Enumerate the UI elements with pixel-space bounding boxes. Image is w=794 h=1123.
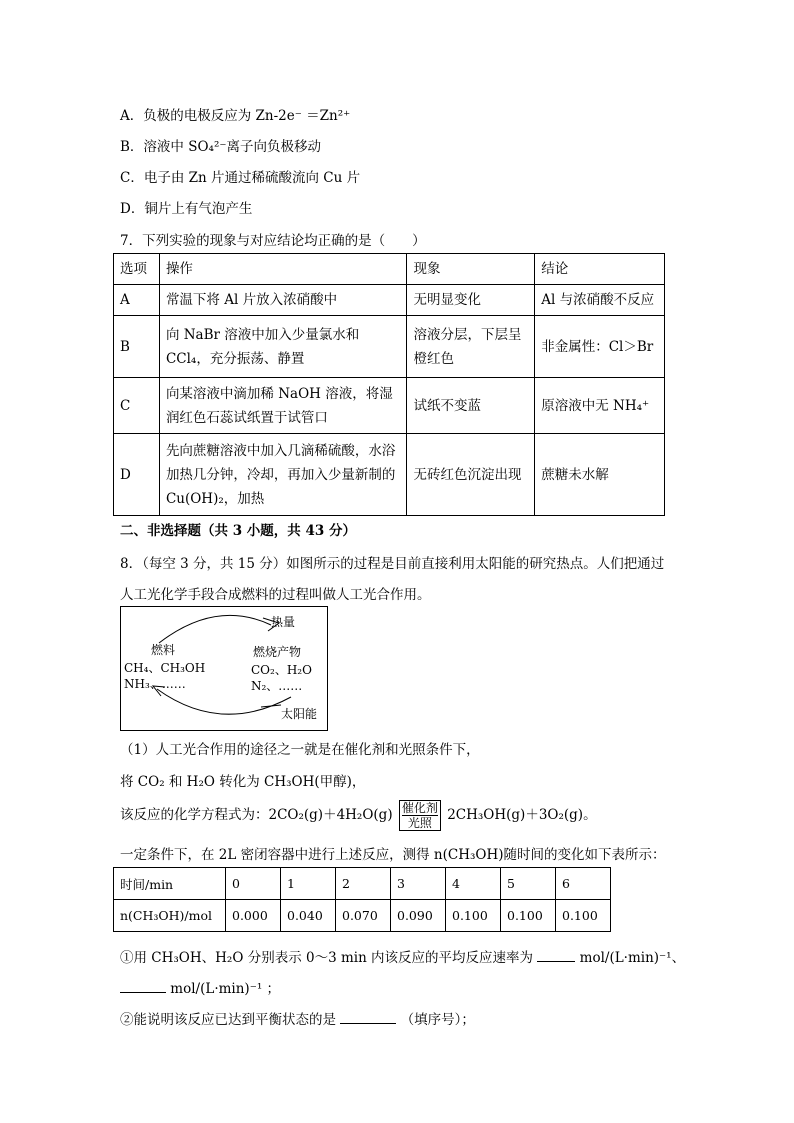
answer-blank[interactable] [120,992,166,993]
table-row [114,378,665,434]
row-phenomenon: 试纸不变蓝 [407,378,535,434]
option-c: C．电子由 Zn 片通过稀硫酸流向 Cu 片 [120,170,361,186]
time-cell: 5 [501,868,556,900]
table-row [114,285,665,316]
time-cell: 4 [446,868,501,900]
n-cell: 0.090 [391,900,446,932]
row-operation: 向 NaBr 溶液中加入少量氯水和 CCl₄，充分振荡、静置 [159,316,407,378]
condition-light: 光照 [407,816,432,830]
table-row [114,868,611,900]
table-row [114,900,611,932]
equation-products: 2CH₃OH(g)＋3O₂(g)。 [447,807,597,823]
header-option: 选项 [114,254,160,285]
option-a: A．负极的电极反应为 Zn-2e⁻ ＝Zn²⁺ [120,108,351,124]
row-conclusion: 原溶液中无 NH₄⁺ [535,378,665,434]
option-d: D．铜片上有气泡产生 [120,201,253,217]
equation-reactants: 该反应的化学方程式为：2CO₂(g)＋4H₂O(g) [120,807,393,823]
row-phenomenon: 无砖红色沉淀出现 [407,434,535,516]
condition-catalyst: 催化剂 [401,801,438,815]
part-1-line-2: 将 CO₂ 和 H₂O 转化为 CH₃OH(甲醇)， [120,774,366,790]
time-cell: 3 [391,868,446,900]
reaction-condition [399,800,441,831]
question-8-intro-1: 8．（每空 3 分，共 15 分）如图所示的过程是目前直接利用太阳能的研究热点。人们把通过 [120,556,665,572]
n-cell: 0.100 [446,900,501,932]
n-cell: 0.070 [336,900,391,932]
question-7-table [113,253,665,516]
sub-question-1-unit-2: mol/(L·min)⁻¹ ； [170,981,281,997]
row-option: D [114,434,160,516]
sub-question-1 [120,946,685,966]
answer-blank[interactable] [537,961,575,962]
row-option: C [114,378,160,434]
time-label: 时间/min [114,868,226,900]
row-conclusion: 非金属性：Cl＞Br [535,316,665,378]
sub-question-2 [120,1008,475,1028]
question-8-intro-2: 人工光化学手段合成燃料的过程叫做人工光合作用。 [120,587,431,603]
artificial-photosynthesis-diagram [120,606,328,731]
fuel-items-1: CH₄、CH₃OH [124,661,206,675]
product-items-1: CO₂、H₂O [251,663,312,677]
table-header-row [114,254,665,285]
row-operation: 常温下将 Al 片放入浓硝酸中 [159,285,407,316]
row-conclusion: Al 与浓硝酸不反应 [535,285,665,316]
n-cell: 0.000 [226,900,281,932]
solar-label: 太阳能 [281,707,318,721]
row-conclusion: 蔗糖未水解 [535,434,665,516]
row-phenomenon: 溶液分层，下层呈橙红色 [407,316,535,378]
row-option: B [114,316,160,378]
row-phenomenon: 无明显变化 [407,285,535,316]
question-7-stem: 7．下列实验的现象与对应结论均正确的是（ ） [120,233,426,249]
option-b: B．溶液中 SO₄²⁻离子向负极移动 [120,139,321,155]
sub-question-2-suffix: （填序号）； [400,1012,475,1028]
row-option: A [114,285,160,316]
row-operation: 向某溶液中滴加稀 NaOH 溶液，将湿润红色石蕊试纸置于试管口 [159,378,407,434]
sub-question-2-text: ②能说明该反应已达到平衡状态的是 [120,1012,336,1028]
fuel-items-2: NH₃、…… [124,677,186,691]
n-cell: 0.100 [501,900,556,932]
sub-question-1-unit: mol/(L·min)⁻¹、 [579,950,686,966]
product-items-2: N₂、…… [251,679,303,693]
answer-blank[interactable] [340,1023,396,1024]
chemical-equation [120,800,597,831]
time-cell: 1 [281,868,336,900]
row-operation: 先向蔗糖溶液中加入几滴稀硫酸，水浴加热几分钟，冷却，再加入少量新制的 Cu(OH)₂，加热 [159,434,407,516]
header-conclusion: 结论 [535,254,665,285]
time-cell: 0 [226,868,281,900]
header-operation: 操作 [159,254,407,285]
part-1-line-3: 一定条件下，在 2L 密闭容器中进行上述反应，测得 n(CH₃OH)随时间的变化如下表所示： [120,847,666,863]
n-label: n(CH₃OH)/mol [114,900,226,932]
sub-question-1-text: ①用 CH₃OH、H₂O 分别表示 0～3 min 内该反应的平均反应速率为 [120,950,534,966]
time-cell: 6 [556,868,611,900]
time-cell: 2 [336,868,391,900]
section-heading: 二、非选择题（共 3 小题，共 43 分） [120,523,356,539]
sub-question-1-cont [120,977,280,997]
header-phenomenon: 现象 [407,254,535,285]
heat-label: 热量 [271,615,296,629]
n-cell: 0.040 [281,900,336,932]
table-row [114,434,665,516]
part-1-line-1: （1）人工光合作用的途径之一就是在催化剂和光照条件下， [120,742,480,758]
methanol-table [113,867,611,932]
table-row [114,316,665,378]
n-cell: 0.100 [556,900,611,932]
products-label: 燃烧产物 [253,645,302,659]
fuel-label: 燃料 [151,643,176,657]
